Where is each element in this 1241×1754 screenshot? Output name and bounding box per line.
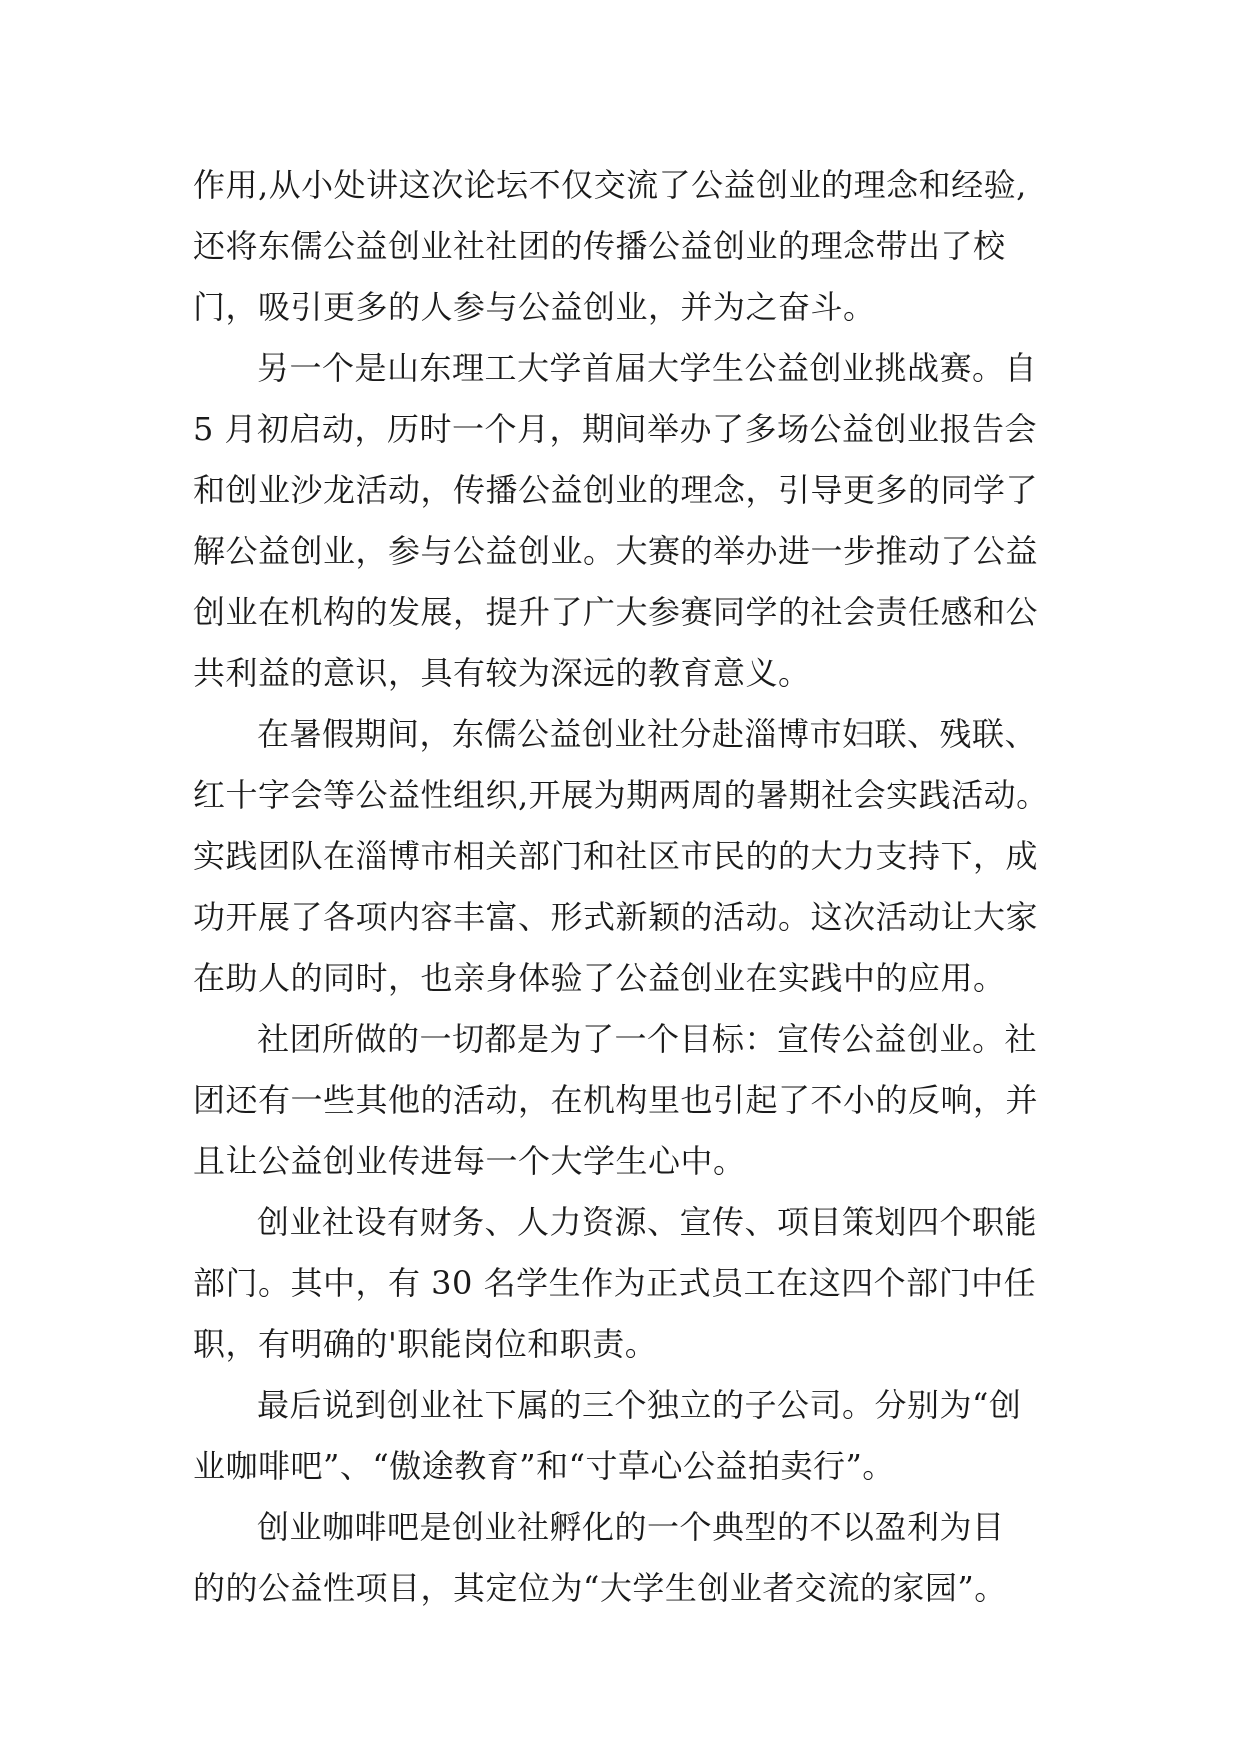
text-line: 社团所做的一切都是为了一个目标：宣传公益创业。社: [257, 1020, 1038, 1058]
text-line: 解公益创业，参与公益创业。大赛的举办进一步推动了公益: [193, 532, 1039, 570]
text-line: 的的公益性项目，其定位为“大学生创业者交流的家园”。: [193, 1569, 1007, 1607]
text-line: 功开展了各项内容丰富、形式新颖的活动。这次活动让大家: [193, 898, 1039, 936]
text-line: 创业在机构的发展，提升了广大参赛同学的社会责任感和公: [193, 593, 1039, 631]
text-line: 实践团队在淄博市相关部门和社区市民的的大力支持下，成: [193, 837, 1039, 875]
text-line: 和创业沙龙活动，传播公益创业的理念，引导更多的同学了: [193, 471, 1039, 509]
text-line: 且让公益创业传进每一个大学生心中。: [193, 1142, 746, 1180]
text-line: 部门。其中，有 30 名学生作为正式员工在这四个部门中任: [193, 1264, 1037, 1302]
document-body: [193, 155, 1073, 1619]
text-line: 共利益的意识，具有较为深远的教育意义。: [193, 654, 811, 692]
text-line: 职，有明确的'职能岗位和职责。: [193, 1325, 658, 1363]
text-line: 另一个是山东理工大学首届大学生公益创业挑战赛。自: [257, 349, 1038, 387]
text-line: 最后说到创业社下属的三个独立的子公司。分别为“创: [257, 1386, 1022, 1424]
text-line: 创业社设有财务、人力资源、宣传、项目策划四个职能: [257, 1203, 1038, 1241]
text-line: 门，吸引更多的人参与公益创业，并为之奋斗。: [193, 288, 876, 326]
text-line: 团还有一些其他的活动，在机构里也引起了不小的反响，并: [193, 1081, 1039, 1119]
text-line: 在暑假期间，东儒公益创业社分赴淄博市妇联、残联、: [257, 715, 1038, 753]
text-line: 业咖啡吧”、“傲途教育”和“寸草心公益拍卖行”。: [193, 1447, 895, 1485]
text-line: 还将东儒公益创业社社团的传播公益创业的理念带出了校: [193, 227, 1006, 265]
text-line: 创业咖啡吧是创业社孵化的一个典型的不以盈利为目: [257, 1508, 1005, 1546]
text-line: 5 月初启动，历时一个月，期间举办了多场公益创业报告会: [193, 410, 1038, 448]
text-line: 红十字会等公益性组织,开展为期两周的暑期社会实践活动。: [193, 776, 1049, 814]
text-line: 在助人的同时，也亲身体验了公益创业在实践中的应用。: [193, 959, 1006, 997]
text-line: 作用,从小处讲这次论坛不仅交流了公益创业的理念和经验,: [193, 166, 1027, 204]
